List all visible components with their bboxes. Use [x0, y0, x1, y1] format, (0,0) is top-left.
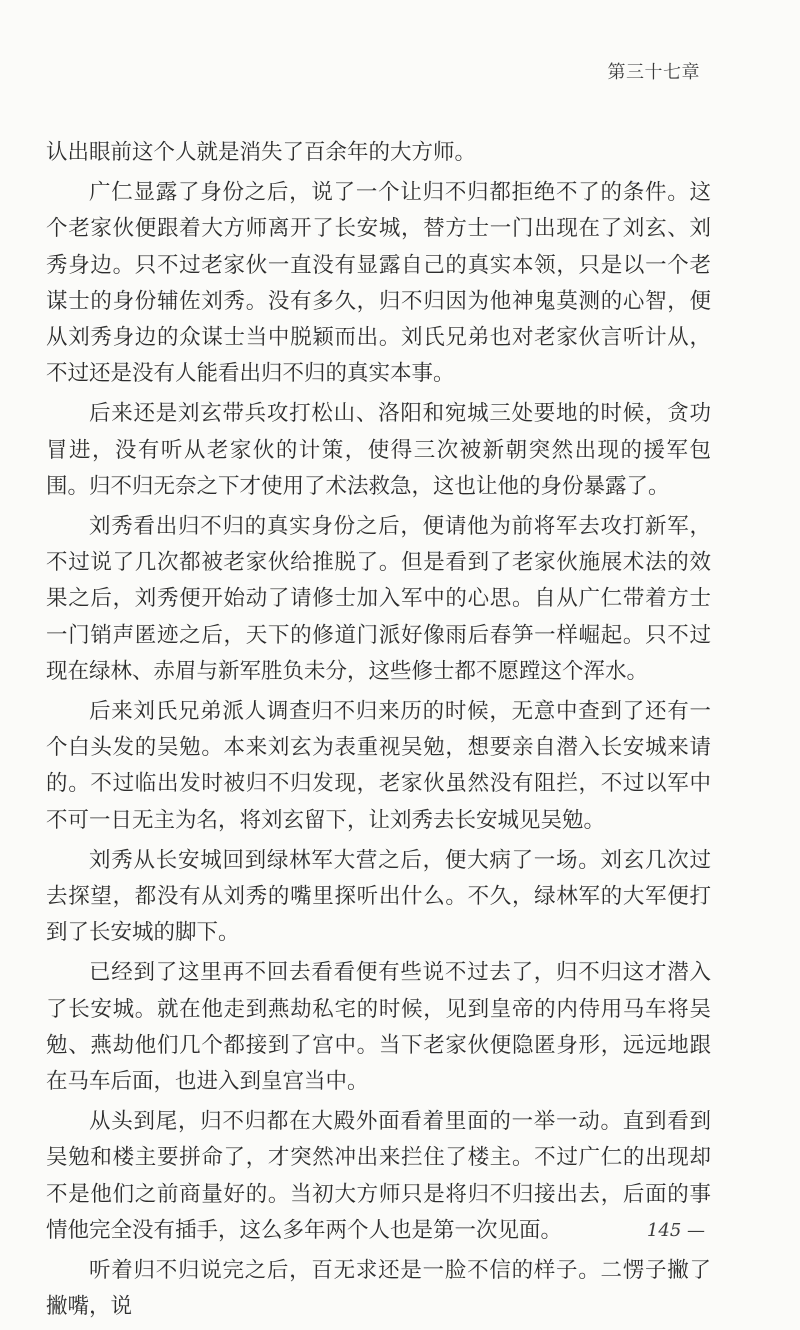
chapter-running-head: 第三十七章	[607, 62, 700, 83]
paragraph: 广仁显露了身份之后，说了一个让归不归都拒绝不了的条件。这个老家伙便跟着大方师离开了长安城，替方士一门出现在了刘玄、刘秀身边。只不过老家伙一直没有显露自己的真实本领，只是以一个老谋士的身份辅佐刘秀。没有多久，归不归因为他神鬼莫测的心智，便从刘秀身边的众谋士当中脱颖而出。刘氏兄弟也对老家伙言听计从，不过还是没有人能看出归不归的真实本事。	[46, 180, 711, 387]
body-text	[46, 135, 711, 1330]
paragraph: 后来刘氏兄弟派人调查归不归来历的时候，无意中查到了还有一个白头发的吴勉。本来刘玄为表重视吴勉，想要亲自潜入长安城来请的。不过临出发时被归不归发现，老家伙虽然没有阻拦，不过以军中不可一日无主为名，将刘玄留下，让刘秀去长安城见吴勉。	[46, 699, 711, 833]
paragraph: 认出眼前这个人就是消失了百余年的大方师。	[46, 140, 477, 165]
paragraph: 已经到了这里再不回去看看便有些说不过去了，归不归这才潜入了长安城。就在他走到燕劫私宅的时候，见到皇帝的内侍用马车将吴勉、燕劫他们几个都接到了宫中。当下老家伙便隐匿身形，远远地跟在马车后面，也进入到皇宫当中。	[46, 960, 711, 1095]
page-number: 145 —	[646, 1220, 705, 1241]
paragraph: 听着归不归说完之后，百无求还是一脸不信的样子。二愣子撇了撇嘴，说	[46, 1258, 711, 1320]
paragraph: 刘秀看出归不归的真实身份之后，便请他为前将军去攻打新军，不过说了几次都被老家伙给推脱了。但是看到了老家伙施展术法的效果之后，刘秀便开始动了请修士加入军中的心思。自从广仁带着方士一门销声匿迹之后，天下的修道门派好像雨后春笋一样崛起。只不过现在绿林、赤眉与新军胜负未分，这些修士都不愿蹚这个浑水。	[46, 514, 711, 684]
paragraph: 刘秀从长安城回到绿林军大营之后，便大病了一场。刘玄几次过去探望，都没有从刘秀的嘴里探听出什么。不久，绿林军的大军便打到了长安城的脚下。	[46, 847, 711, 946]
paragraph: 后来还是刘玄带兵攻打松山、洛阳和宛城三处要地的时候，贪功冒进，没有听从老家伙的计策，使得三次被新朝突然出现的援军包围。归不归无奈之下才使用了术法救急，这也让他的身份暴露了。	[46, 401, 711, 499]
paragraph: 从头到尾，归不归都在大殿外面看着里面的一举一动。直到看到吴勉和楼主要拼命了，才突然冲出来拦住了楼主。不过广仁的出现却不是他们之前商量好的。当初大方师只是将归不归接出去，后面的事情他完全没有插手，这么多年两个人也是第一次见面。	[46, 1109, 711, 1243]
